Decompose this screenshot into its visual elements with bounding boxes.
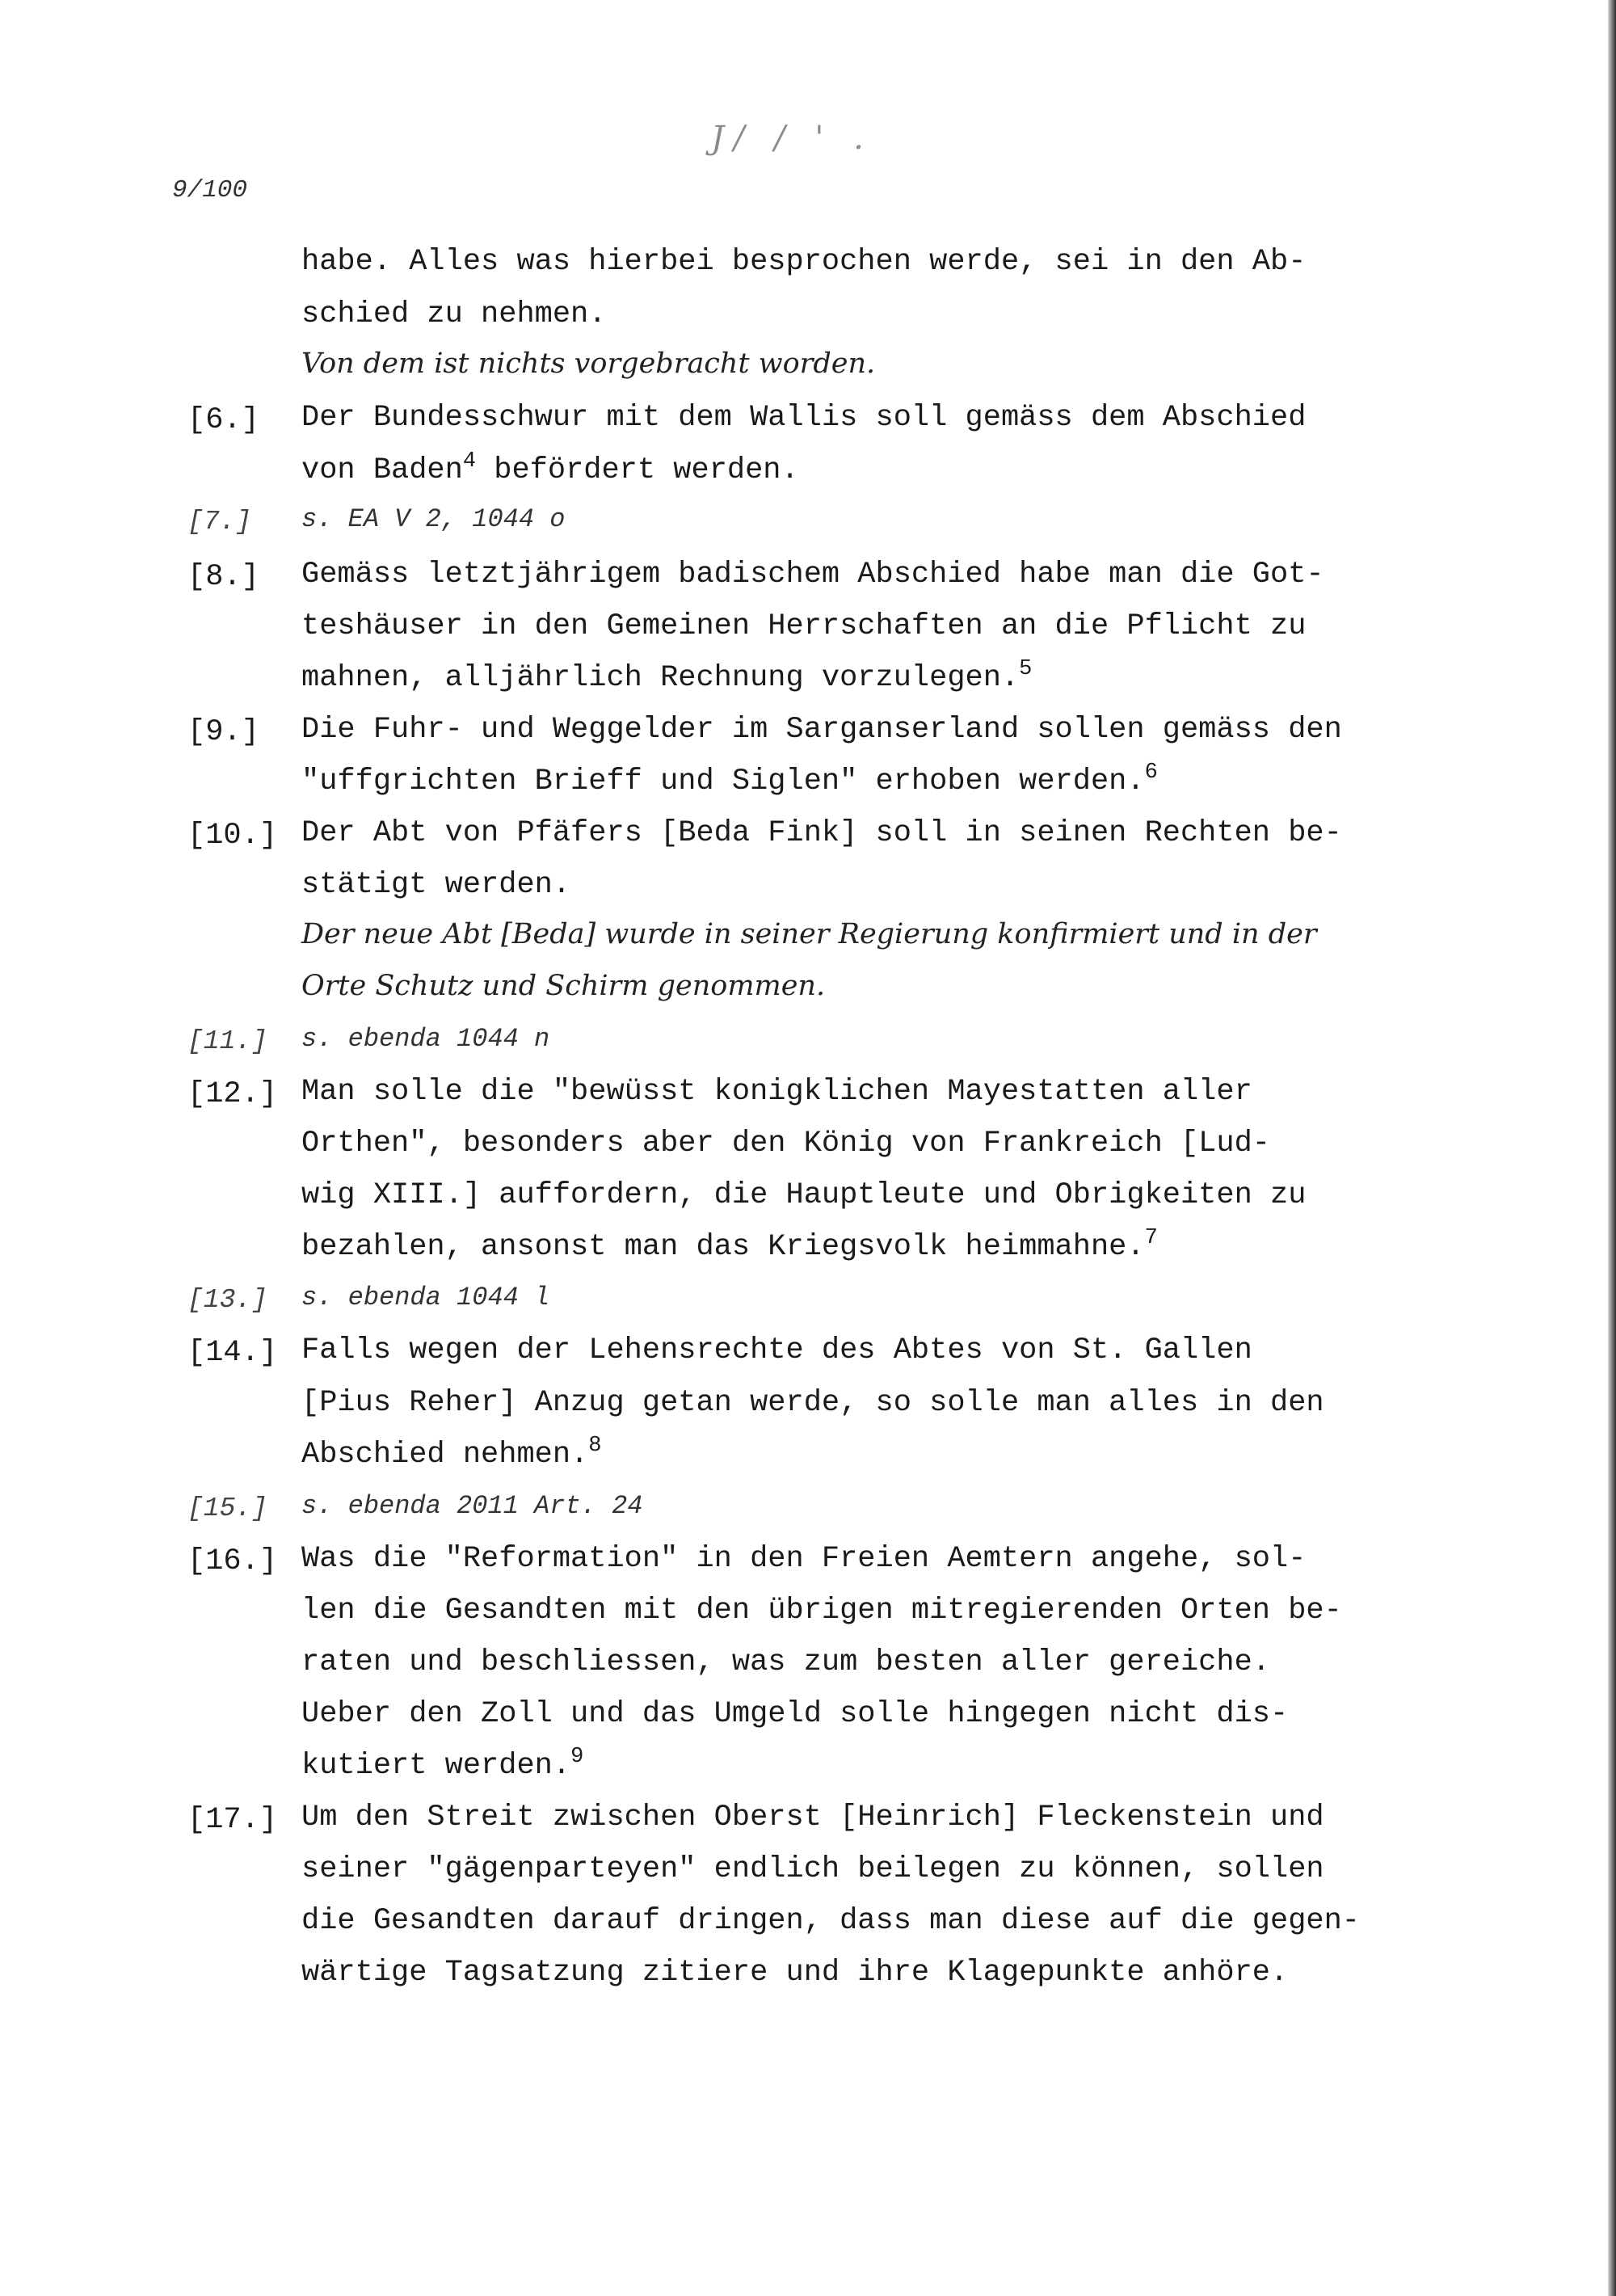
text-line: mahnen, alljährlich Rechnung vorzulegen. bbox=[301, 661, 1020, 695]
entry-number: [13.] bbox=[187, 1285, 268, 1315]
text-line: kutiert werden. bbox=[301, 1749, 571, 1783]
text-line: teshäuser in den Gemeinen Herrschaften an die Pflicht zu bbox=[301, 609, 1307, 643]
text-line: Die Fuhr- und Weggelder im Sarganserland sollen gemäss den bbox=[301, 713, 1342, 747]
text-line: Was die "Reformation" in den Freien Aemtern angehe, sol- bbox=[301, 1542, 1307, 1576]
footnote-marker: 9 bbox=[570, 1745, 584, 1769]
archive-stamp: J/ / ' . bbox=[711, 120, 873, 157]
footnote-marker: 8 bbox=[588, 1434, 602, 1458]
text-line: Falls wegen der Lehensrechte des Abtes von St. Gallen bbox=[301, 1333, 1252, 1367]
entry-number: [17.] bbox=[187, 1803, 278, 1837]
footnote-marker: 6 bbox=[1144, 760, 1158, 785]
reference-line: s. ebenda 1044 l bbox=[301, 1283, 550, 1312]
entry-number: [16.] bbox=[187, 1544, 278, 1578]
text-line bbox=[301, 657, 1033, 695]
text-line: Der Abt von Pfäfers [Beda Fink] soll in seinen Rechten be- bbox=[301, 816, 1342, 850]
handwritten-note: Der neue Abt [Beda] wurde in seiner Regierung konfirmiert und in der bbox=[301, 918, 1317, 950]
handwritten-note: Orte Schutz und Schirm genommen. bbox=[301, 970, 826, 1002]
entry-number: [12.] bbox=[187, 1077, 278, 1111]
page-number: 9/100 bbox=[172, 176, 248, 204]
footnote-marker: 7 bbox=[1144, 1226, 1158, 1250]
text-line bbox=[301, 449, 799, 487]
scan-page-edge bbox=[1608, 0, 1616, 2296]
entry-number: [14.] bbox=[187, 1336, 278, 1370]
text-line: Orthen", besonders aber den König von Frankreich [Lud- bbox=[301, 1127, 1270, 1161]
handwritten-note: Von dem ist nichts vorgebracht worden. bbox=[301, 348, 876, 380]
reference-line: s. ebenda 2011 Art. 24 bbox=[301, 1491, 643, 1521]
text-line bbox=[301, 760, 1158, 798]
reference-line: s. ebenda 1044 n bbox=[301, 1024, 550, 1054]
text-line: Gemäss letztjährigem badischem Abschied habe man die Got- bbox=[301, 558, 1324, 592]
text-line: wärtige Tagsatzung zitiere und ihre Klagepunkte anhöre. bbox=[301, 1956, 1289, 1990]
text-line bbox=[301, 1226, 1158, 1264]
entry-number: [7.] bbox=[187, 507, 252, 537]
text-line: die Gesandten darauf dringen, dass man diese auf die gegen- bbox=[301, 1904, 1361, 1938]
footnote-marker: 5 bbox=[1019, 657, 1033, 681]
entry-number: [10.] bbox=[187, 819, 278, 853]
text-line: Man solle die "bewüsst konigklichen Mayestatten aller bbox=[301, 1075, 1252, 1109]
entry-number: [6.] bbox=[187, 403, 259, 437]
text-line: Um den Streit zwischen Oberst [Heinrich] Fleckenstein und bbox=[301, 1801, 1324, 1835]
entry-number: [8.] bbox=[187, 560, 259, 594]
text-line: raten und beschliessen, was zum besten aller gereiche. bbox=[301, 1645, 1270, 1679]
footnote-marker: 4 bbox=[462, 449, 477, 474]
text-line bbox=[301, 1745, 584, 1783]
text-line: bezahlen, ansonst man das Kriegsvolk heimmahne. bbox=[301, 1230, 1145, 1264]
text-line bbox=[301, 1434, 602, 1472]
text-line: [Pius Reher] Anzug getan werde, so solle man alles in den bbox=[301, 1386, 1324, 1420]
text-line: befördert werden. bbox=[476, 453, 799, 487]
text-line: stätigt werden. bbox=[301, 868, 571, 902]
text-line: seiner "gägenparteyen" endlich beilegen zu können, sollen bbox=[301, 1852, 1324, 1886]
text-line: Abschied nehmen. bbox=[301, 1438, 589, 1472]
entry-number: [15.] bbox=[187, 1493, 268, 1523]
text-line: schied zu nehmen. bbox=[301, 297, 607, 331]
entry-number: [11.] bbox=[187, 1026, 268, 1056]
reference-line: s. EA V 2, 1044 o bbox=[301, 504, 566, 534]
text-line: habe. Alles was hierbei besprochen werde, sei in den Ab- bbox=[301, 245, 1307, 279]
text-line: len die Gesandten mit den übrigen mitregierenden Orten be- bbox=[301, 1594, 1342, 1628]
text-line: Ueber den Zoll und das Umgeld solle hingegen nicht dis- bbox=[301, 1697, 1289, 1731]
text-line: Der Bundesschwur mit dem Wallis soll gemäss dem Abschied bbox=[301, 401, 1307, 435]
entry-number: [9.] bbox=[187, 715, 259, 749]
text-line: "uffgrichten Brieff und Siglen" erhoben werden. bbox=[301, 765, 1145, 798]
text-line: wig XIII.] auffordern, die Hauptleute und Obrigkeiten zu bbox=[301, 1178, 1307, 1212]
text-line: von Baden bbox=[301, 453, 463, 487]
